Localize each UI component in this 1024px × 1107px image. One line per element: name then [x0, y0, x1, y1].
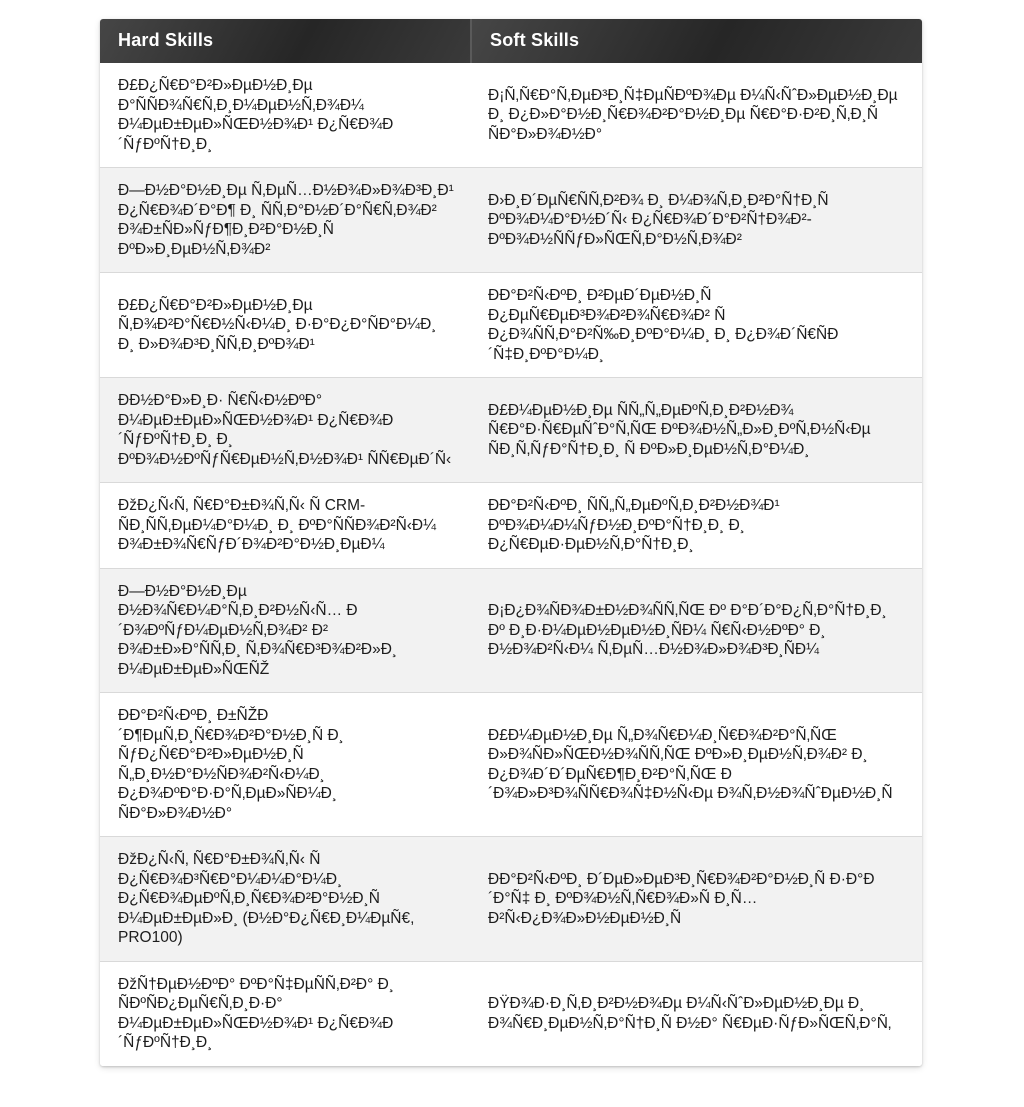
soft-skill-cell: ÐÐ°Ð²Ñ‹ÐºÐ¸ Ð´ÐµÐ»ÐµÐ³Ð¸Ñ€Ð¾Ð²Ð°Ð½Ð¸Ñ Ð·Ð°Ð´Ð°Ñ‡ Ð¸ ÐºÐ¾Ð½Ñ‚Ñ€Ð¾Ð»Ñ Ð¸Ñ… Ð²Ñ‹Ð¿Ð¾Ð»Ð½ÐµÐ½Ð¸Ñ [470, 836, 922, 961]
hard-skill-cell: ÐžÐ¿Ñ‹Ñ‚ Ñ€Ð°Ð±Ð¾Ñ‚Ñ‹ Ñ CRM-ÑÐ¸ÑÑ‚ÐµÐ¼Ð°Ð¼Ð¸ Ð¸ ÐºÐ°ÑÑÐ¾Ð²Ñ‹Ð¼ Ð¾Ð±Ð¾Ñ€ÑƒÐ´Ð¾Ð²Ð°Ð½Ð¸ÐµÐ¼ [100, 482, 470, 568]
hard-skill-cell: ÐÐ½Ð°Ð»Ð¸Ð· Ñ€Ñ‹Ð½ÐºÐ° Ð¼ÐµÐ±ÐµÐ»ÑŒÐ½Ð¾Ð¹ Ð¿Ñ€Ð¾Ð´ÑƒÐºÑ†Ð¸Ð¸ Ð¸ ÐºÐ¾Ð½ÐºÑƒÑ€ÐµÐ½Ñ‚Ð½Ð¾Ð¹ ÑÑ€ÐµÐ´Ñ‹ [100, 377, 470, 482]
hard-skill-cell: ÐÐ°Ð²Ñ‹ÐºÐ¸ Ð±ÑŽÐ´Ð¶ÐµÑ‚Ð¸Ñ€Ð¾Ð²Ð°Ð½Ð¸Ñ Ð¸ ÑƒÐ¿Ñ€Ð°Ð²Ð»ÐµÐ½Ð¸Ñ Ñ„Ð¸Ð½Ð°Ð½ÑÐ¾Ð²Ñ‹Ð¼Ð¸ Ð¿Ð¾ÐºÐ°Ð·Ð°Ñ‚ÐµÐ»ÑÐ¼Ð¸ ÑÐ°Ð»Ð¾Ð½Ð° [100, 692, 470, 836]
column-header-soft-skills: Soft Skills [470, 19, 922, 63]
soft-skill-cell: Ð¡Ð¿Ð¾ÑÐ¾Ð±Ð½Ð¾ÑÑ‚ÑŒ Ðº Ð°Ð´Ð°Ð¿Ñ‚Ð°Ñ†Ð¸Ð¸ Ðº Ð¸Ð·Ð¼ÐµÐ½ÐµÐ½Ð¸ÑÐ¼ Ñ€Ñ‹Ð½ÐºÐ° Ð¸ Ð½Ð¾Ð²Ñ‹Ð¼ Ñ‚ÐµÑ…Ð½Ð¾Ð»Ð¾Ð³Ð¸ÑÐ¼ [470, 568, 922, 693]
header-row [100, 19, 922, 63]
hard-skill-cell: Ð—Ð½Ð°Ð½Ð¸Ðµ Ñ‚ÐµÑ…Ð½Ð¾Ð»Ð¾Ð³Ð¸Ð¹ Ð¿Ñ€Ð¾Ð´Ð°Ð¶ Ð¸ ÑÑ‚Ð°Ð½Ð´Ð°Ñ€Ñ‚Ð¾Ð² Ð¾Ð±ÑÐ»ÑƒÐ¶Ð¸Ð²Ð°Ð½Ð¸Ñ ÐºÐ»Ð¸ÐµÐ½Ñ‚Ð¾Ð² [100, 167, 470, 272]
soft-skill-cell: ÐÐ°Ð²Ñ‹ÐºÐ¸ ÑÑ„Ñ„ÐµÐºÑ‚Ð¸Ð²Ð½Ð¾Ð¹ ÐºÐ¾Ð¼Ð¼ÑƒÐ½Ð¸ÐºÐ°Ñ†Ð¸Ð¸ Ð¸ Ð¿Ñ€ÐµÐ·ÐµÐ½Ñ‚Ð°Ñ†Ð¸Ð¸ [470, 482, 922, 568]
table-row [100, 961, 922, 1066]
soft-skill-cell: Ð£Ð¼ÐµÐ½Ð¸Ðµ ÑÑ„Ñ„ÐµÐºÑ‚Ð¸Ð²Ð½Ð¾ Ñ€Ð°Ð·Ñ€ÐµÑˆÐ°Ñ‚ÑŒ ÐºÐ¾Ð½Ñ„Ð»Ð¸ÐºÑ‚Ð½Ñ‹Ðµ ÑÐ¸Ñ‚ÑƒÐ°Ñ†Ð¸Ð¸ Ñ ÐºÐ»Ð¸ÐµÐ½Ñ‚Ð°Ð¼Ð¸ [470, 377, 922, 482]
table-row [100, 692, 922, 836]
column-header-hard-skills: Hard Skills [100, 19, 470, 63]
soft-skill-cell: ÐÐ°Ð²Ñ‹ÐºÐ¸ Ð²ÐµÐ´ÐµÐ½Ð¸Ñ Ð¿ÐµÑ€ÐµÐ³Ð¾Ð²Ð¾Ñ€Ð¾Ð² Ñ Ð¿Ð¾ÑÑ‚Ð°Ð²Ñ‰Ð¸ÐºÐ°Ð¼Ð¸ Ð¸ Ð¿Ð¾Ð´Ñ€ÑÐ´Ñ‡Ð¸ÐºÐ°Ð¼Ð¸ [470, 272, 922, 377]
table-row [100, 272, 922, 377]
document-page [100, 19, 922, 1066]
soft-skill-cell: Ð›Ð¸Ð´ÐµÑ€ÑÑ‚Ð²Ð¾ Ð¸ Ð¼Ð¾Ñ‚Ð¸Ð²Ð°Ñ†Ð¸Ñ ÐºÐ¾Ð¼Ð°Ð½Ð´Ñ‹ Ð¿Ñ€Ð¾Ð´Ð°Ð²Ñ†Ð¾Ð²-ÐºÐ¾Ð½ÑÑƒÐ»ÑŒÑ‚Ð°Ð½Ñ‚Ð¾Ð² [470, 167, 922, 272]
soft-skill-cell: ÐŸÐ¾Ð·Ð¸Ñ‚Ð¸Ð²Ð½Ð¾Ðµ Ð¼Ñ‹ÑˆÐ»ÐµÐ½Ð¸Ðµ Ð¸ Ð¾Ñ€Ð¸ÐµÐ½Ñ‚Ð°Ñ†Ð¸Ñ Ð½Ð° Ñ€ÐµÐ·ÑƒÐ»ÑŒÑ‚Ð°Ñ‚ [470, 961, 922, 1066]
hard-skill-cell: Ð£Ð¿Ñ€Ð°Ð²Ð»ÐµÐ½Ð¸Ðµ Ñ‚Ð¾Ð²Ð°Ñ€Ð½Ñ‹Ð¼Ð¸ Ð·Ð°Ð¿Ð°ÑÐ°Ð¼Ð¸ Ð¸ Ð»Ð¾Ð³Ð¸ÑÑ‚Ð¸ÐºÐ¾Ð¹ [100, 272, 470, 377]
table-row [100, 167, 922, 272]
hard-skill-cell: Ð—Ð½Ð°Ð½Ð¸Ðµ Ð½Ð¾Ñ€Ð¼Ð°Ñ‚Ð¸Ð²Ð½Ñ‹Ñ… Ð´Ð¾ÐºÑƒÐ¼ÐµÐ½Ñ‚Ð¾Ð² Ð² Ð¾Ð±Ð»Ð°ÑÑ‚Ð¸ Ñ‚Ð¾Ñ€Ð³Ð¾Ð²Ð»Ð¸ Ð¼ÐµÐ±ÐµÐ»ÑŒÑŽ [100, 568, 470, 693]
table-row [100, 482, 922, 568]
soft-skill-cell: Ð¡Ñ‚Ñ€Ð°Ñ‚ÐµÐ³Ð¸Ñ‡ÐµÑÐºÐ¾Ðµ Ð¼Ñ‹ÑˆÐ»ÐµÐ½Ð¸Ðµ Ð¸ Ð¿Ð»Ð°Ð½Ð¸Ñ€Ð¾Ð²Ð°Ð½Ð¸Ðµ Ñ€Ð°Ð·Ð²Ð¸Ñ‚Ð¸Ñ ÑÐ°Ð»Ð¾Ð½Ð° [470, 63, 922, 167]
table-row [100, 63, 922, 167]
table-row [100, 568, 922, 693]
table-row [100, 377, 922, 482]
table-row [100, 836, 922, 961]
hard-skill-cell: ÐžÐ¿Ñ‹Ñ‚ Ñ€Ð°Ð±Ð¾Ñ‚Ñ‹ Ñ Ð¿Ñ€Ð¾Ð³Ñ€Ð°Ð¼Ð¼Ð°Ð¼Ð¸ Ð¿Ñ€Ð¾ÐµÐºÑ‚Ð¸Ñ€Ð¾Ð²Ð°Ð½Ð¸Ñ Ð¼ÐµÐ±ÐµÐ»Ð¸ (Ð½Ð°Ð¿Ñ€Ð¸Ð¼ÐµÑ€, PRO100) [100, 836, 470, 961]
skills-table [100, 19, 922, 1066]
soft-skill-cell: Ð£Ð¼ÐµÐ½Ð¸Ðµ Ñ„Ð¾Ñ€Ð¼Ð¸Ñ€Ð¾Ð²Ð°Ñ‚ÑŒ Ð»Ð¾ÑÐ»ÑŒÐ½Ð¾ÑÑ‚ÑŒ ÐºÐ»Ð¸ÐµÐ½Ñ‚Ð¾Ð² Ð¸ Ð¿Ð¾Ð´Ð´ÐµÑ€Ð¶Ð¸Ð²Ð°Ñ‚ÑŒ Ð´Ð¾Ð»Ð³Ð¾ÑÑ€Ð¾Ñ‡Ð½Ñ‹Ðµ Ð¾Ñ‚Ð½Ð¾ÑˆÐµÐ½Ð¸Ñ [470, 692, 922, 836]
hard-skill-cell: ÐžÑ†ÐµÐ½ÐºÐ° ÐºÐ°Ñ‡ÐµÑÑ‚Ð²Ð° Ð¸ ÑÐºÑÐ¿ÐµÑ€Ñ‚Ð¸Ð·Ð° Ð¼ÐµÐ±ÐµÐ»ÑŒÐ½Ð¾Ð¹ Ð¿Ñ€Ð¾Ð´ÑƒÐºÑ†Ð¸Ð¸ [100, 961, 470, 1066]
hard-skill-cell: Ð£Ð¿Ñ€Ð°Ð²Ð»ÐµÐ½Ð¸Ðµ Ð°ÑÑÐ¾Ñ€Ñ‚Ð¸Ð¼ÐµÐ½Ñ‚Ð¾Ð¼ Ð¼ÐµÐ±ÐµÐ»ÑŒÐ½Ð¾Ð¹ Ð¿Ñ€Ð¾Ð´ÑƒÐºÑ†Ð¸Ð¸ [100, 63, 470, 167]
